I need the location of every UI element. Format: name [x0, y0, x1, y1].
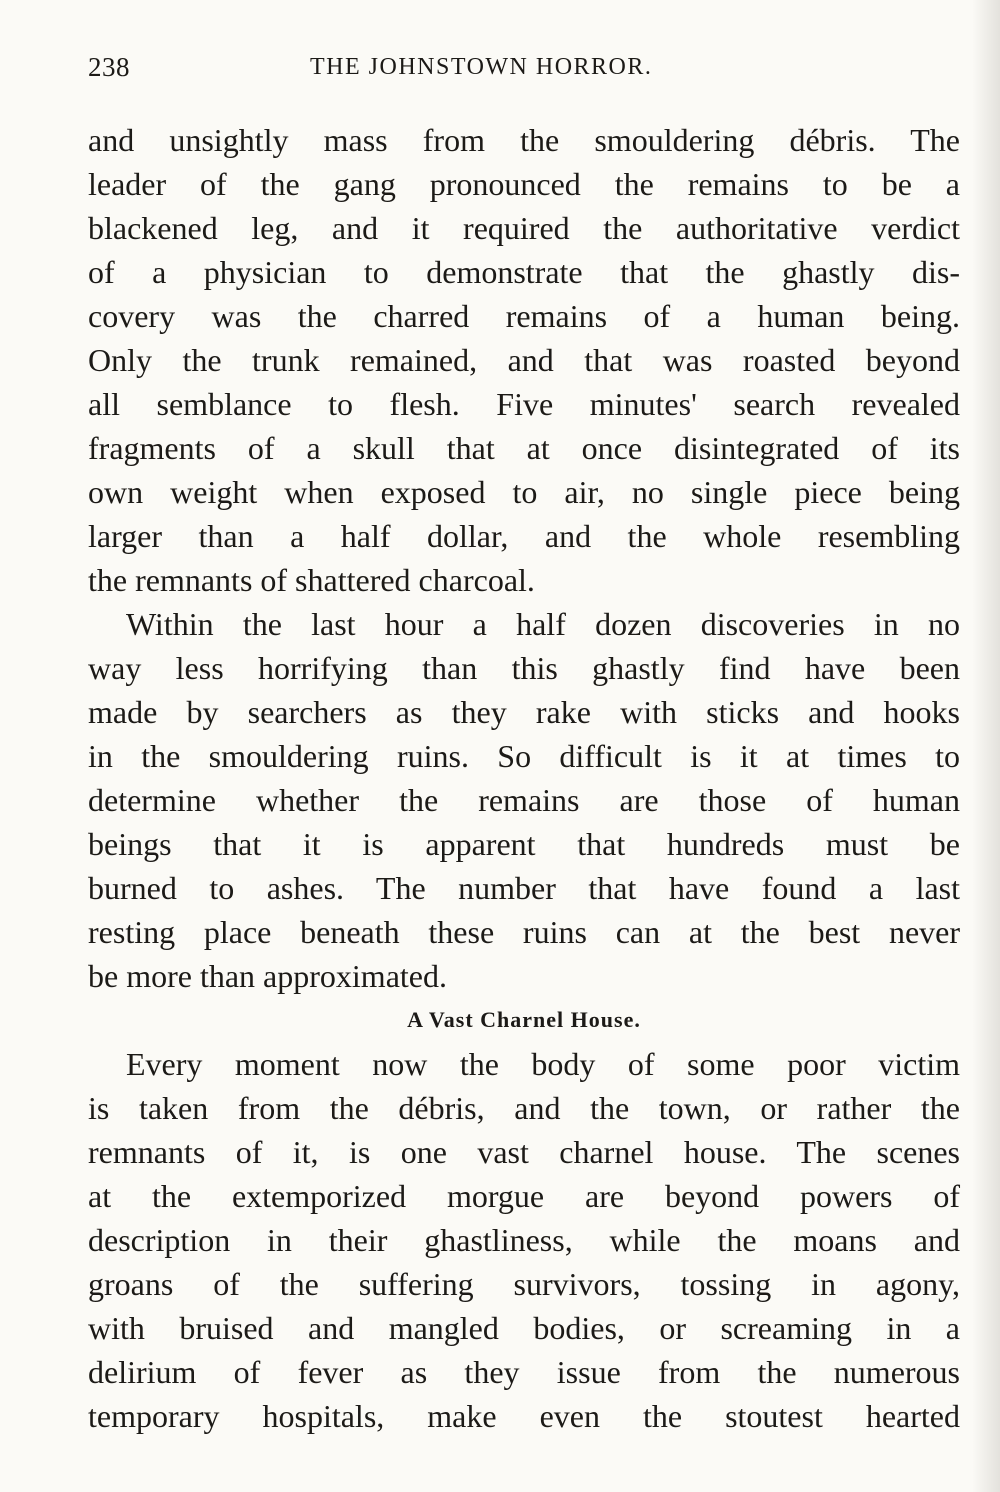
text-line: Within the last hour a half dozen discoveries in no: [126, 606, 960, 642]
text-line: is taken from the débris, and the town, or rather the: [88, 1090, 960, 1126]
text-line: own weight when exposed to air, no single piece being: [88, 474, 960, 510]
text-line: resting place beneath these ruins can at the best never: [88, 914, 960, 950]
text-line: fragments of a skull that at once disintegrated of its: [88, 430, 960, 466]
text-line: all semblance to flesh. Five minutes' search revealed: [88, 386, 960, 422]
text-line: in the smouldering ruins. So difficult is it at times to: [88, 738, 960, 774]
page-edge-shadow: [972, 0, 1000, 1492]
text-line: remnants of it, is one vast charnel house. The scenes: [88, 1134, 960, 1170]
text-line: larger than a half dollar, and the whole resembling: [88, 518, 960, 554]
text-line: burned to ashes. The number that have found a last: [88, 870, 960, 906]
text-line: at the extemporized morgue are beyond powers of: [88, 1178, 960, 1214]
paragraph-3: [88, 1042, 960, 1438]
text-line: the remnants of shattered charcoal.: [88, 562, 535, 598]
paragraph-2: [88, 602, 960, 998]
section-subheading: A Vast Charnel House.: [407, 1007, 641, 1032]
text-line: beings that it is apparent that hundreds must be: [88, 826, 960, 862]
text-line: Every moment now the body of some poor victim: [126, 1046, 960, 1082]
text-line: Only the trunk remained, and that was roasted beyond: [88, 342, 960, 378]
text-line: description in their ghastliness, while the moans and: [88, 1222, 960, 1258]
text-line: covery was the charred remains of a human being.: [88, 298, 960, 334]
text-line: with bruised and mangled bodies, or screaming in a: [88, 1310, 960, 1346]
text-line: leader of the gang pronounced the remains to be a: [88, 166, 960, 202]
text-line: temporary hospitals, make even the stoutest hearted: [88, 1398, 960, 1434]
text-line: made by searchers as they rake with sticks and hooks: [88, 694, 960, 730]
body-text: [88, 118, 960, 1438]
text-line: determine whether the remains are those of human: [88, 782, 960, 818]
text-line: groans of the suffering survivors, tossing in agony,: [88, 1266, 960, 1302]
paragraph-1: [88, 118, 960, 602]
text-line: be more than approximated.: [88, 958, 447, 994]
text-line: blackened leg, and it required the authoritative verdict: [88, 210, 960, 246]
text-line: of a physician to demonstrate that the ghastly dis-: [88, 254, 960, 290]
text-line: way less horrifying than this ghastly find have been: [88, 650, 960, 686]
text-line: and unsightly mass from the smouldering débris. The: [88, 122, 960, 158]
page-number: 238: [88, 52, 130, 82]
page-header: [88, 50, 960, 90]
text-line: delirium of fever as they issue from the numerous: [88, 1354, 960, 1390]
running-title: THE JOHNSTOWN HORROR.: [310, 54, 653, 80]
